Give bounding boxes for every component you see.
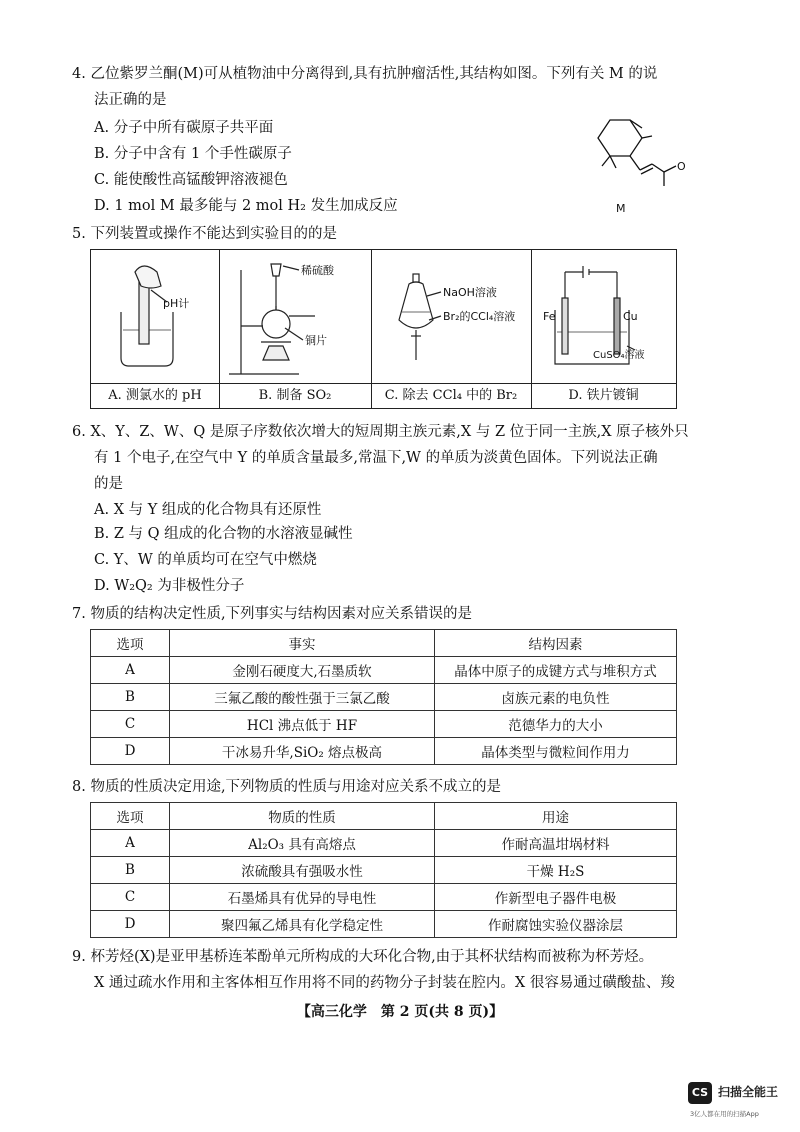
- dilute-acid-label: 稀硫酸: [301, 264, 334, 277]
- table-cell: C: [91, 884, 170, 911]
- table-cell: Al₂O₃ 具有高熔点: [170, 830, 435, 857]
- apparatus-d: [531, 250, 676, 408]
- br2-label: Br₂的CCl₄溶液: [443, 310, 516, 323]
- table-header-row: [91, 630, 677, 657]
- caption-a: A. 测氯水的 pH: [91, 383, 219, 408]
- table-cell: 晶体类型与微粒间作用力: [435, 738, 677, 765]
- scanner-tagline: 3亿人都在用的扫描App: [690, 1110, 759, 1118]
- page-footer: 【高三化学 第 2 页(共 8 页)】: [296, 1004, 504, 1020]
- table-cell: 晶体中原子的成键方式与堆积方式: [435, 657, 677, 684]
- cuso4-label: CuSO₄溶液: [593, 350, 645, 361]
- q6-option-a: A. X 与 Y 组成的化合物具有还原性: [94, 502, 322, 518]
- caption-d: D. 铁片镀铜: [531, 383, 676, 408]
- table-cell: C: [91, 711, 170, 738]
- q6-stem-line1: 6. X、Y、Z、W、Q 是原子序数依次增大的短周期主族元素,X 与 Z 位于同一主族,X 原子核外只: [72, 424, 689, 440]
- table-row: [91, 711, 677, 738]
- scanner-logo-icon: CS: [688, 1082, 712, 1104]
- q6-option-b: B. Z 与 Q 组成的化合物的水溶液显碱性: [94, 526, 353, 542]
- table-header-cell: 用途: [435, 803, 677, 830]
- q6-option-d: D. W₂Q₂ 为非极性分子: [94, 578, 245, 594]
- table-cell: 卤族元素的电负性: [435, 684, 677, 711]
- table-row: [91, 830, 677, 857]
- q5-apparatus-table: [90, 249, 677, 409]
- table-cell: 干燥 H₂S: [435, 857, 677, 884]
- table-header-cell: 结构因素: [435, 630, 677, 657]
- q4-stem-line1: 4. 乙位紫罗兰酮(M)可从植物油中分离得到,具有抗肿瘤活性,其结构如图。下列有关 M 的说: [72, 66, 658, 82]
- apparatus-c: [371, 250, 532, 408]
- q5-stem: 5. 下列装置或操作不能达到实验目的的是: [72, 226, 337, 242]
- table-row: [91, 657, 677, 684]
- caption-c: C. 除去 CCl₄ 中的 Br₂: [371, 383, 531, 408]
- q4-stem-line2: 法正确的是: [94, 92, 167, 108]
- table-row: [91, 684, 677, 711]
- table-cell: 三氟乙酸的酸性强于三氯乙酸: [170, 684, 435, 711]
- table-row: [91, 884, 677, 911]
- table-cell: 作耐高温坩埚材料: [435, 830, 677, 857]
- table-header-cell: 事实: [170, 630, 435, 657]
- table-cell: 作新型电子器件电极: [435, 884, 677, 911]
- q9-stem-line1: 9. 杯芳烃(X)是亚甲基桥连苯酚单元所构成的大环化合物,由于其杯状结构而被称为杯芳烃。: [72, 949, 654, 965]
- table-header-row: [91, 803, 677, 830]
- q9-stem-line2: X 通过疏水作用和主客体相互作用将不同的药物分子封装在腔内。X 很容易通过磺酸盐、羧: [94, 975, 675, 991]
- molecule-m-label: M: [616, 202, 626, 215]
- table-row: [91, 738, 677, 765]
- q8-stem: 8. 物质的性质决定用途,下列物质的性质与用途对应关系不成立的是: [72, 779, 502, 795]
- ph-meter-label: pH计: [163, 297, 190, 310]
- table-header-cell: 选项: [91, 803, 170, 830]
- table-cell: 范德华力的大小: [435, 711, 677, 738]
- table-cell: D: [91, 911, 170, 938]
- apparatus-b: [219, 250, 372, 408]
- table-header-cell: 物质的性质: [170, 803, 435, 830]
- table-cell: 作耐腐蚀实验仪器涂层: [435, 911, 677, 938]
- table-cell: 石墨烯具有优异的导电性: [170, 884, 435, 911]
- q7-stem: 7. 物质的结构决定性质,下列事实与结构因素对应关系错误的是: [72, 606, 473, 622]
- table-cell: B: [91, 857, 170, 884]
- naoh-label: NaOH溶液: [443, 286, 497, 299]
- molecule-m-structure: [580, 108, 690, 218]
- scanner-watermark: [688, 1079, 798, 1124]
- table-cell: 金刚石硬度大,石墨质软: [170, 657, 435, 684]
- q6-stem-line3: 的是: [94, 476, 123, 492]
- table-cell: 浓硫酸具有强吸水性: [170, 857, 435, 884]
- fe-electrode-label: Fe: [543, 310, 556, 323]
- cu-electrode-label: Cu: [623, 310, 638, 323]
- table-cell: 聚四氟乙烯具有化学稳定性: [170, 911, 435, 938]
- q7-table: [90, 629, 677, 765]
- copper-label: 铜片: [305, 334, 327, 347]
- table-cell: B: [91, 684, 170, 711]
- apparatus-a: [91, 250, 220, 408]
- table-cell: A: [91, 657, 170, 684]
- q4-option-c: C. 能使酸性高锰酸钾溶液褪色: [94, 172, 288, 188]
- scanner-app-name: 扫描全能王: [718, 1085, 779, 1099]
- q4-option-d: D. 1 mol M 最多能与 2 mol H₂ 发生加成反应: [94, 198, 398, 214]
- q4-option-a: A. 分子中所有碳原子共平面: [94, 120, 274, 136]
- q6-stem-line2: 有 1 个电子,在空气中 Y 的单质含量最多,常温下,W 的单质为淡黄色固体。下列说法正确: [94, 450, 658, 466]
- table-row: [91, 857, 677, 884]
- caption-b: B. 制备 SO₂: [219, 383, 371, 408]
- table-header-cell: 选项: [91, 630, 170, 657]
- table-cell: 干冰易升华,SiO₂ 熔点极高: [170, 738, 435, 765]
- table-cell: HCl 沸点低于 HF: [170, 711, 435, 738]
- table-cell: D: [91, 738, 170, 765]
- q8-table: [90, 802, 677, 938]
- q4-option-b: B. 分子中含有 1 个手性碳原子: [94, 146, 292, 162]
- ketone-oxygen-label: O: [677, 160, 686, 173]
- q6-option-c: C. Y、W 的单质均可在空气中燃烧: [94, 552, 317, 568]
- table-row: [91, 911, 677, 938]
- table-cell: A: [91, 830, 170, 857]
